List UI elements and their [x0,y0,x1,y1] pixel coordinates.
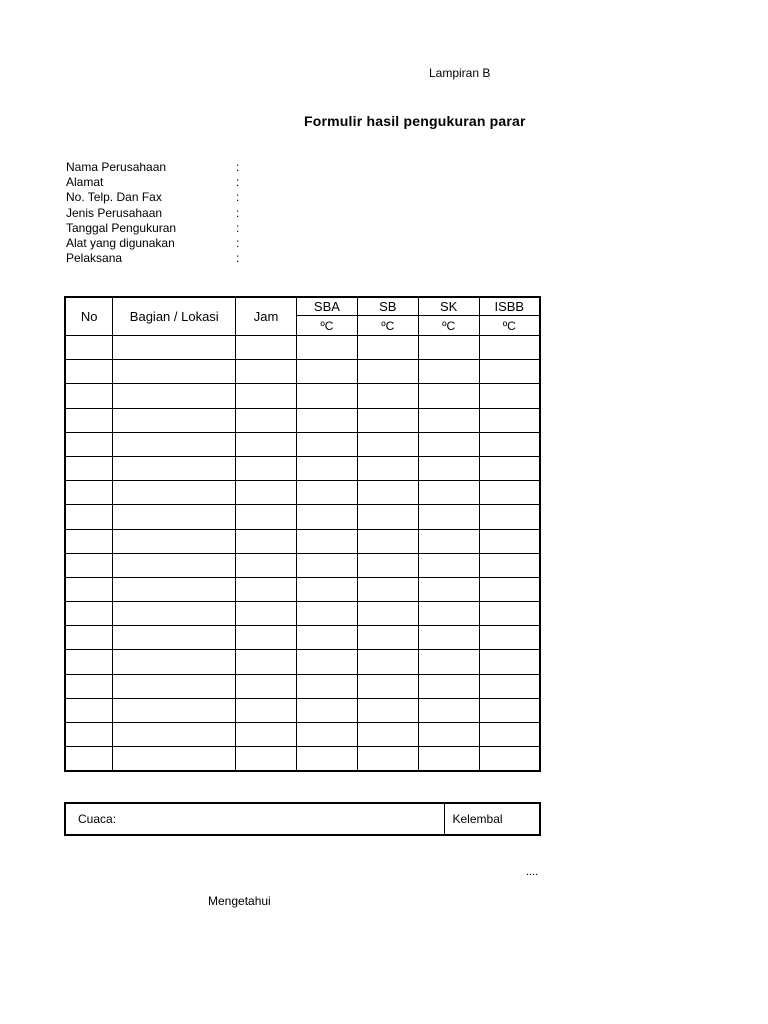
table-cell[interactable] [357,432,418,456]
table-cell[interactable] [113,432,236,456]
table-cell[interactable] [296,505,357,529]
table-cell[interactable] [236,674,297,698]
table-cell[interactable] [418,432,479,456]
field-colon: : [236,160,240,174]
table-cell[interactable] [113,723,236,747]
table-cell[interactable] [479,650,540,674]
table-cell[interactable] [296,553,357,577]
table-row [65,602,540,626]
table-cell[interactable] [236,456,297,480]
field-label: Alat yang digunakan [66,235,175,250]
table-cell[interactable] [296,602,357,626]
field-label: No. Telp. Dan Fax [66,190,162,205]
table-cell[interactable] [296,360,357,384]
table-cell[interactable] [479,481,540,505]
table-cell[interactable] [479,408,540,432]
company-info-fields [66,160,366,266]
table-row [65,360,540,384]
table-cell[interactable] [296,408,357,432]
field-company-name [66,160,366,175]
table-cell[interactable] [113,384,236,408]
table-cell[interactable] [236,553,297,577]
table-cell[interactable] [479,456,540,480]
table-row [65,505,540,529]
table-cell[interactable] [296,747,357,772]
table-cell[interactable] [65,505,113,529]
table-cell[interactable] [113,577,236,601]
table-cell[interactable] [113,360,236,384]
table-cell[interactable] [296,432,357,456]
table-cell[interactable] [296,529,357,553]
table-cell[interactable] [418,505,479,529]
table-cell[interactable] [65,674,113,698]
table-cell[interactable] [113,529,236,553]
table-cell[interactable] [479,747,540,772]
table-cell[interactable] [65,577,113,601]
field-label: Jenis Perusahaan [66,205,163,220]
table-cell[interactable] [236,747,297,772]
table-cell[interactable] [357,408,418,432]
header-sba: SBA [296,297,357,316]
table-cell[interactable] [418,408,479,432]
field-executor [66,251,366,266]
weather-row [65,803,540,835]
table-cell[interactable] [357,626,418,650]
table-row [65,626,540,650]
table-cell[interactable] [236,432,297,456]
table-row [65,336,540,360]
table-cell[interactable] [113,602,236,626]
table-cell[interactable] [113,553,236,577]
table-cell[interactable] [479,602,540,626]
table-cell[interactable] [357,674,418,698]
field-label: Alamat [66,175,104,190]
header-sb: SB [357,297,418,316]
field-colon: : [236,190,240,205]
table-cell[interactable] [296,481,357,505]
table-cell[interactable] [65,650,113,674]
table-row [65,529,540,553]
field-colon: : [236,235,240,250]
table-cell[interactable] [65,360,113,384]
table-cell[interactable] [418,650,479,674]
table-cell[interactable] [296,626,357,650]
table-cell[interactable] [113,336,236,360]
field-label: Nama Perusahaan [66,160,167,174]
table-cell[interactable] [113,674,236,698]
header-location: Bagian / Lokasi [113,297,236,336]
appendix-label: Lampiran B [429,66,491,80]
table-cell[interactable] [418,481,479,505]
table-cell[interactable] [418,602,479,626]
table-cell[interactable] [479,505,540,529]
table-cell[interactable] [65,626,113,650]
field-colon: : [236,220,240,235]
field-company-type [66,206,366,221]
table-cell[interactable] [113,481,236,505]
table-cell[interactable] [418,384,479,408]
table-cell[interactable] [113,747,236,772]
table-cell[interactable] [236,336,297,360]
acknowledged-label: Mengetahui [208,894,271,908]
unit-sk: ºC [418,316,479,336]
table-cell[interactable] [357,553,418,577]
table-cell[interactable] [296,650,357,674]
table-cell[interactable] [65,408,113,432]
table-cell[interactable] [479,384,540,408]
weather-humidity-cell: Kelembal [444,803,540,835]
table-cell[interactable] [357,698,418,722]
table-cell[interactable] [357,602,418,626]
table-cell[interactable] [479,336,540,360]
table-cell[interactable] [296,384,357,408]
table-cell[interactable] [418,698,479,722]
table-cell[interactable] [418,553,479,577]
table-cell[interactable] [357,723,418,747]
table-cell[interactable] [357,747,418,772]
unit-isbb: ºC [479,316,540,336]
table-cell[interactable] [65,723,113,747]
table-cell[interactable] [357,529,418,553]
table-cell[interactable] [65,481,113,505]
table-cell[interactable] [357,577,418,601]
table-cell[interactable] [236,626,297,650]
table-cell[interactable] [65,747,113,772]
table-cell[interactable] [296,577,357,601]
table-row [65,384,540,408]
table-cell[interactable] [357,650,418,674]
table-cell[interactable] [65,553,113,577]
header-sk: SK [418,297,479,316]
table-header-row [65,297,540,316]
table-cell[interactable] [113,456,236,480]
table-cell[interactable] [236,698,297,722]
table-cell[interactable] [479,723,540,747]
table-cell[interactable] [418,360,479,384]
field-measurement-date [66,221,366,236]
field-phone-fax [66,190,366,205]
table-cell[interactable] [479,698,540,722]
table-cell[interactable] [296,336,357,360]
table-cell[interactable] [479,577,540,601]
header-time: Jam [236,297,297,336]
table-cell[interactable] [296,723,357,747]
field-colon: : [236,251,240,266]
table-cell[interactable] [418,747,479,772]
table-cell[interactable] [296,698,357,722]
table-cell[interactable] [236,650,297,674]
weather-table [64,802,541,836]
table-row [65,747,540,772]
table-cell[interactable] [479,529,540,553]
table-row [65,577,540,601]
table-cell[interactable] [65,384,113,408]
table-cell[interactable] [479,626,540,650]
table-cell[interactable] [65,336,113,360]
table-cell[interactable] [479,432,540,456]
table-cell[interactable] [236,384,297,408]
table-cell[interactable] [418,723,479,747]
table-cell[interactable] [236,723,297,747]
field-equipment [66,236,366,251]
table-cell[interactable] [418,674,479,698]
table-row [65,650,540,674]
table-cell[interactable] [418,336,479,360]
table-row [65,432,540,456]
weather-cuaca-cell: Cuaca: [65,803,444,835]
measurement-table [64,296,541,772]
table-row [65,698,540,722]
table-row [65,456,540,480]
table-cell[interactable] [236,408,297,432]
table-cell[interactable] [357,505,418,529]
header-no: No [65,297,113,336]
field-colon: : [236,175,240,190]
field-label: Pelaksana [66,251,123,266]
table-cell[interactable] [418,529,479,553]
table-cell[interactable] [236,505,297,529]
table-cell[interactable] [296,674,357,698]
table-cell[interactable] [418,577,479,601]
table-cell[interactable] [113,505,236,529]
table-cell[interactable] [236,481,297,505]
table-cell[interactable] [113,650,236,674]
table-cell[interactable] [479,360,540,384]
table-row [65,408,540,432]
table-cell[interactable] [113,698,236,722]
table-cell[interactable] [236,529,297,553]
table-cell[interactable] [113,408,236,432]
signature-dots: .... [526,866,539,878]
field-address [66,175,366,190]
table-cell[interactable] [357,384,418,408]
table-cell[interactable] [236,577,297,601]
table-row [65,723,540,747]
table-cell[interactable] [65,456,113,480]
table-cell[interactable] [479,553,540,577]
table-cell[interactable] [65,529,113,553]
unit-sba: ºC [296,316,357,336]
table-cell[interactable] [296,456,357,480]
table-cell[interactable] [65,698,113,722]
table-row [65,553,540,577]
table-cell[interactable] [236,360,297,384]
table-cell[interactable] [113,626,236,650]
form-title: Formulir hasil pengukuran parar [304,113,526,129]
table-cell[interactable] [357,481,418,505]
table-cell[interactable] [418,456,479,480]
table-cell[interactable] [357,360,418,384]
table-cell[interactable] [418,626,479,650]
header-isbb: ISBB [479,297,540,316]
table-row [65,674,540,698]
table-cell[interactable] [479,674,540,698]
table-cell[interactable] [357,456,418,480]
unit-sb: ºC [357,316,418,336]
table-cell[interactable] [236,602,297,626]
table-cell[interactable] [357,336,418,360]
field-colon: : [236,205,240,220]
table-cell[interactable] [65,602,113,626]
table-row [65,481,540,505]
field-label: Tanggal Pengukuran [66,220,177,235]
table-cell[interactable] [65,432,113,456]
